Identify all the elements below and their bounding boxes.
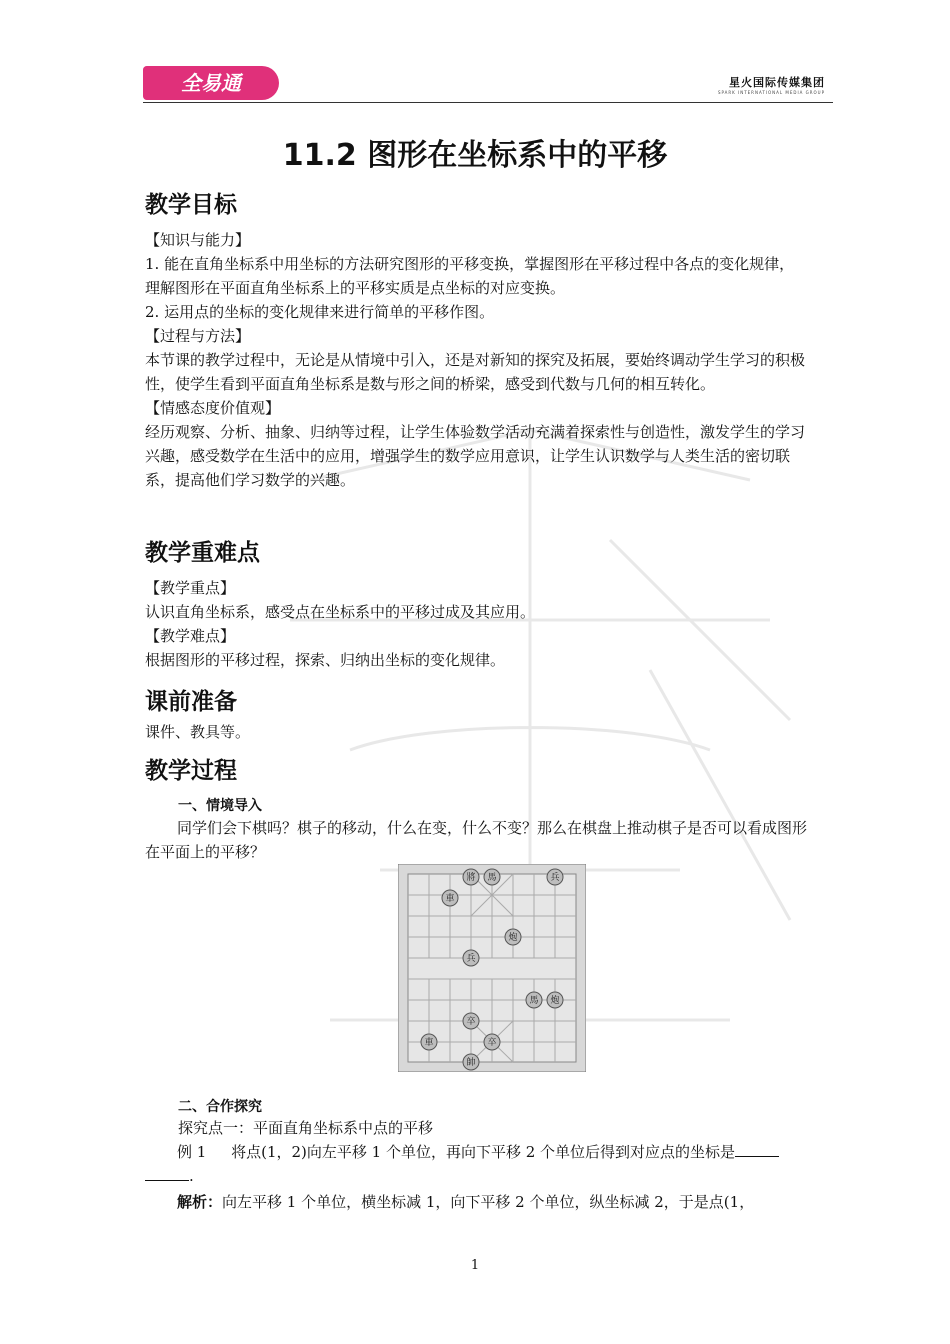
- method-text: 本节课的教学过程中，无论是从情境中引入，还是对新知的探究及拓展，要始终调动学生学习的积极性，使学生看到平面直角坐标系是数与形之间的桥梁，感受到代数与几何的相互转化。: [145, 351, 806, 393]
- chess-piece-label: 炮: [508, 933, 518, 943]
- answer-blank: [735, 1142, 779, 1157]
- subheading-explore: 二、合作探究: [178, 1099, 262, 1115]
- chess-piece-label: 馬: [487, 873, 497, 883]
- objectives-block: [145, 228, 809, 492]
- chess-piece-label: 炮: [550, 996, 560, 1006]
- answer-blank-cont: [145, 1166, 189, 1181]
- chess-piece-label: 將: [466, 873, 476, 883]
- chess-piece: [463, 950, 479, 966]
- page-number: 1: [470, 1258, 480, 1273]
- publisher-name: 星火国际传媒集团: [729, 76, 825, 89]
- chess-piece: [484, 869, 500, 885]
- publisher: [718, 74, 825, 95]
- chess-piece: [442, 890, 458, 906]
- chess-piece-label: 兵: [550, 873, 560, 883]
- subheading-intro: 一、情境导入: [178, 798, 262, 814]
- chess-board-image: [398, 864, 586, 1072]
- example-label: 例 1: [177, 1143, 207, 1161]
- chess-piece: [463, 1013, 479, 1029]
- chess-piece-label: 兵: [466, 954, 476, 964]
- chess-piece-label: 卒: [466, 1017, 476, 1027]
- chess-piece-label: 帥: [466, 1058, 476, 1068]
- page-header: [143, 66, 833, 103]
- label-difficulty: 【教学难点】: [145, 627, 236, 645]
- heading-preparation: 课前准备: [145, 689, 237, 715]
- knowledge-1: 1. 能在直角坐标系中用坐标的方法研究图形的平移变换，掌握图形在平移过程中各点的变化规律，理解图形在平面直角坐标系上的平移实质是点坐标的对应变换。: [145, 255, 795, 297]
- chess-piece: [421, 1034, 437, 1050]
- chess-piece-label: 車: [424, 1038, 434, 1048]
- brand-logo: 全易通: [143, 66, 279, 100]
- heading-key-points: 教学重难点: [145, 540, 260, 566]
- chess-piece: [463, 869, 479, 885]
- key-points-block: [145, 576, 809, 672]
- label-method: 【过程与方法】: [145, 327, 251, 345]
- chess-piece: [547, 992, 563, 1008]
- label-knowledge: 【知识与能力】: [145, 231, 251, 249]
- emotion-text: 经历观察、分析、抽象、归纳等过程，让学生体验数学活动充满着探索性与创造性，激发学生的学习兴趣，感受数学在生活中的应用，增强学生的数学应用意识，让学生认识数学与人类生活的密切联系，提高他们学习数学的兴趣。: [145, 423, 806, 489]
- explore-point-1: 探究点一：平面直角坐标系中点的平移: [178, 1119, 434, 1137]
- analysis-text: 向左平移 1 个单位，横坐标减 1，向下平移 2 个单位，纵坐标减 2，于是点(1，: [222, 1193, 755, 1211]
- analysis: [145, 1190, 809, 1214]
- example-text: 将点(1，2)向左平移 1 个单位，再向下平移 2 个单位后得到对应点的坐标是: [231, 1143, 736, 1161]
- chess-piece: [484, 1034, 500, 1050]
- key-text: 认识直角坐标系，感受点在坐标系中的平移过成及其应用。: [145, 603, 536, 621]
- heading-objectives: 教学目标: [145, 192, 237, 218]
- analysis-label: 解析：: [177, 1193, 223, 1211]
- difficulty-text: 根据图形的平移过程，探索、归纳出坐标的变化规律。: [145, 651, 506, 669]
- preparation-text: 课件、教具等。: [145, 723, 251, 741]
- label-key: 【教学重点】: [145, 579, 236, 597]
- example-end: .: [189, 1167, 194, 1185]
- chess-piece: [526, 992, 542, 1008]
- heading-process: 教学过程: [145, 758, 237, 784]
- chess-piece: [505, 929, 521, 945]
- page-title: 11.2 图形在坐标系中的平移: [282, 138, 668, 173]
- intro-text: 同学们会下棋吗？棋子的移动，什么在变，什么不变？那么在棋盘上推动棋子是否可以看成图形在平面上的平移？: [145, 819, 808, 861]
- knowledge-2: 2. 运用点的坐标的变化规律来进行简单的平移作图。: [145, 303, 495, 321]
- chess-piece-label: 馬: [529, 996, 539, 1006]
- chess-piece: [463, 1054, 479, 1070]
- chess-piece-label: 卒: [487, 1038, 497, 1048]
- publisher-name-en: SPARK INTERNATIONAL MEDIA GROUP: [717, 90, 825, 95]
- example-1: [145, 1140, 809, 1188]
- label-emotion: 【情感态度价值观】: [145, 399, 281, 417]
- chess-piece-label: 車: [445, 894, 455, 904]
- chess-piece: [547, 869, 563, 885]
